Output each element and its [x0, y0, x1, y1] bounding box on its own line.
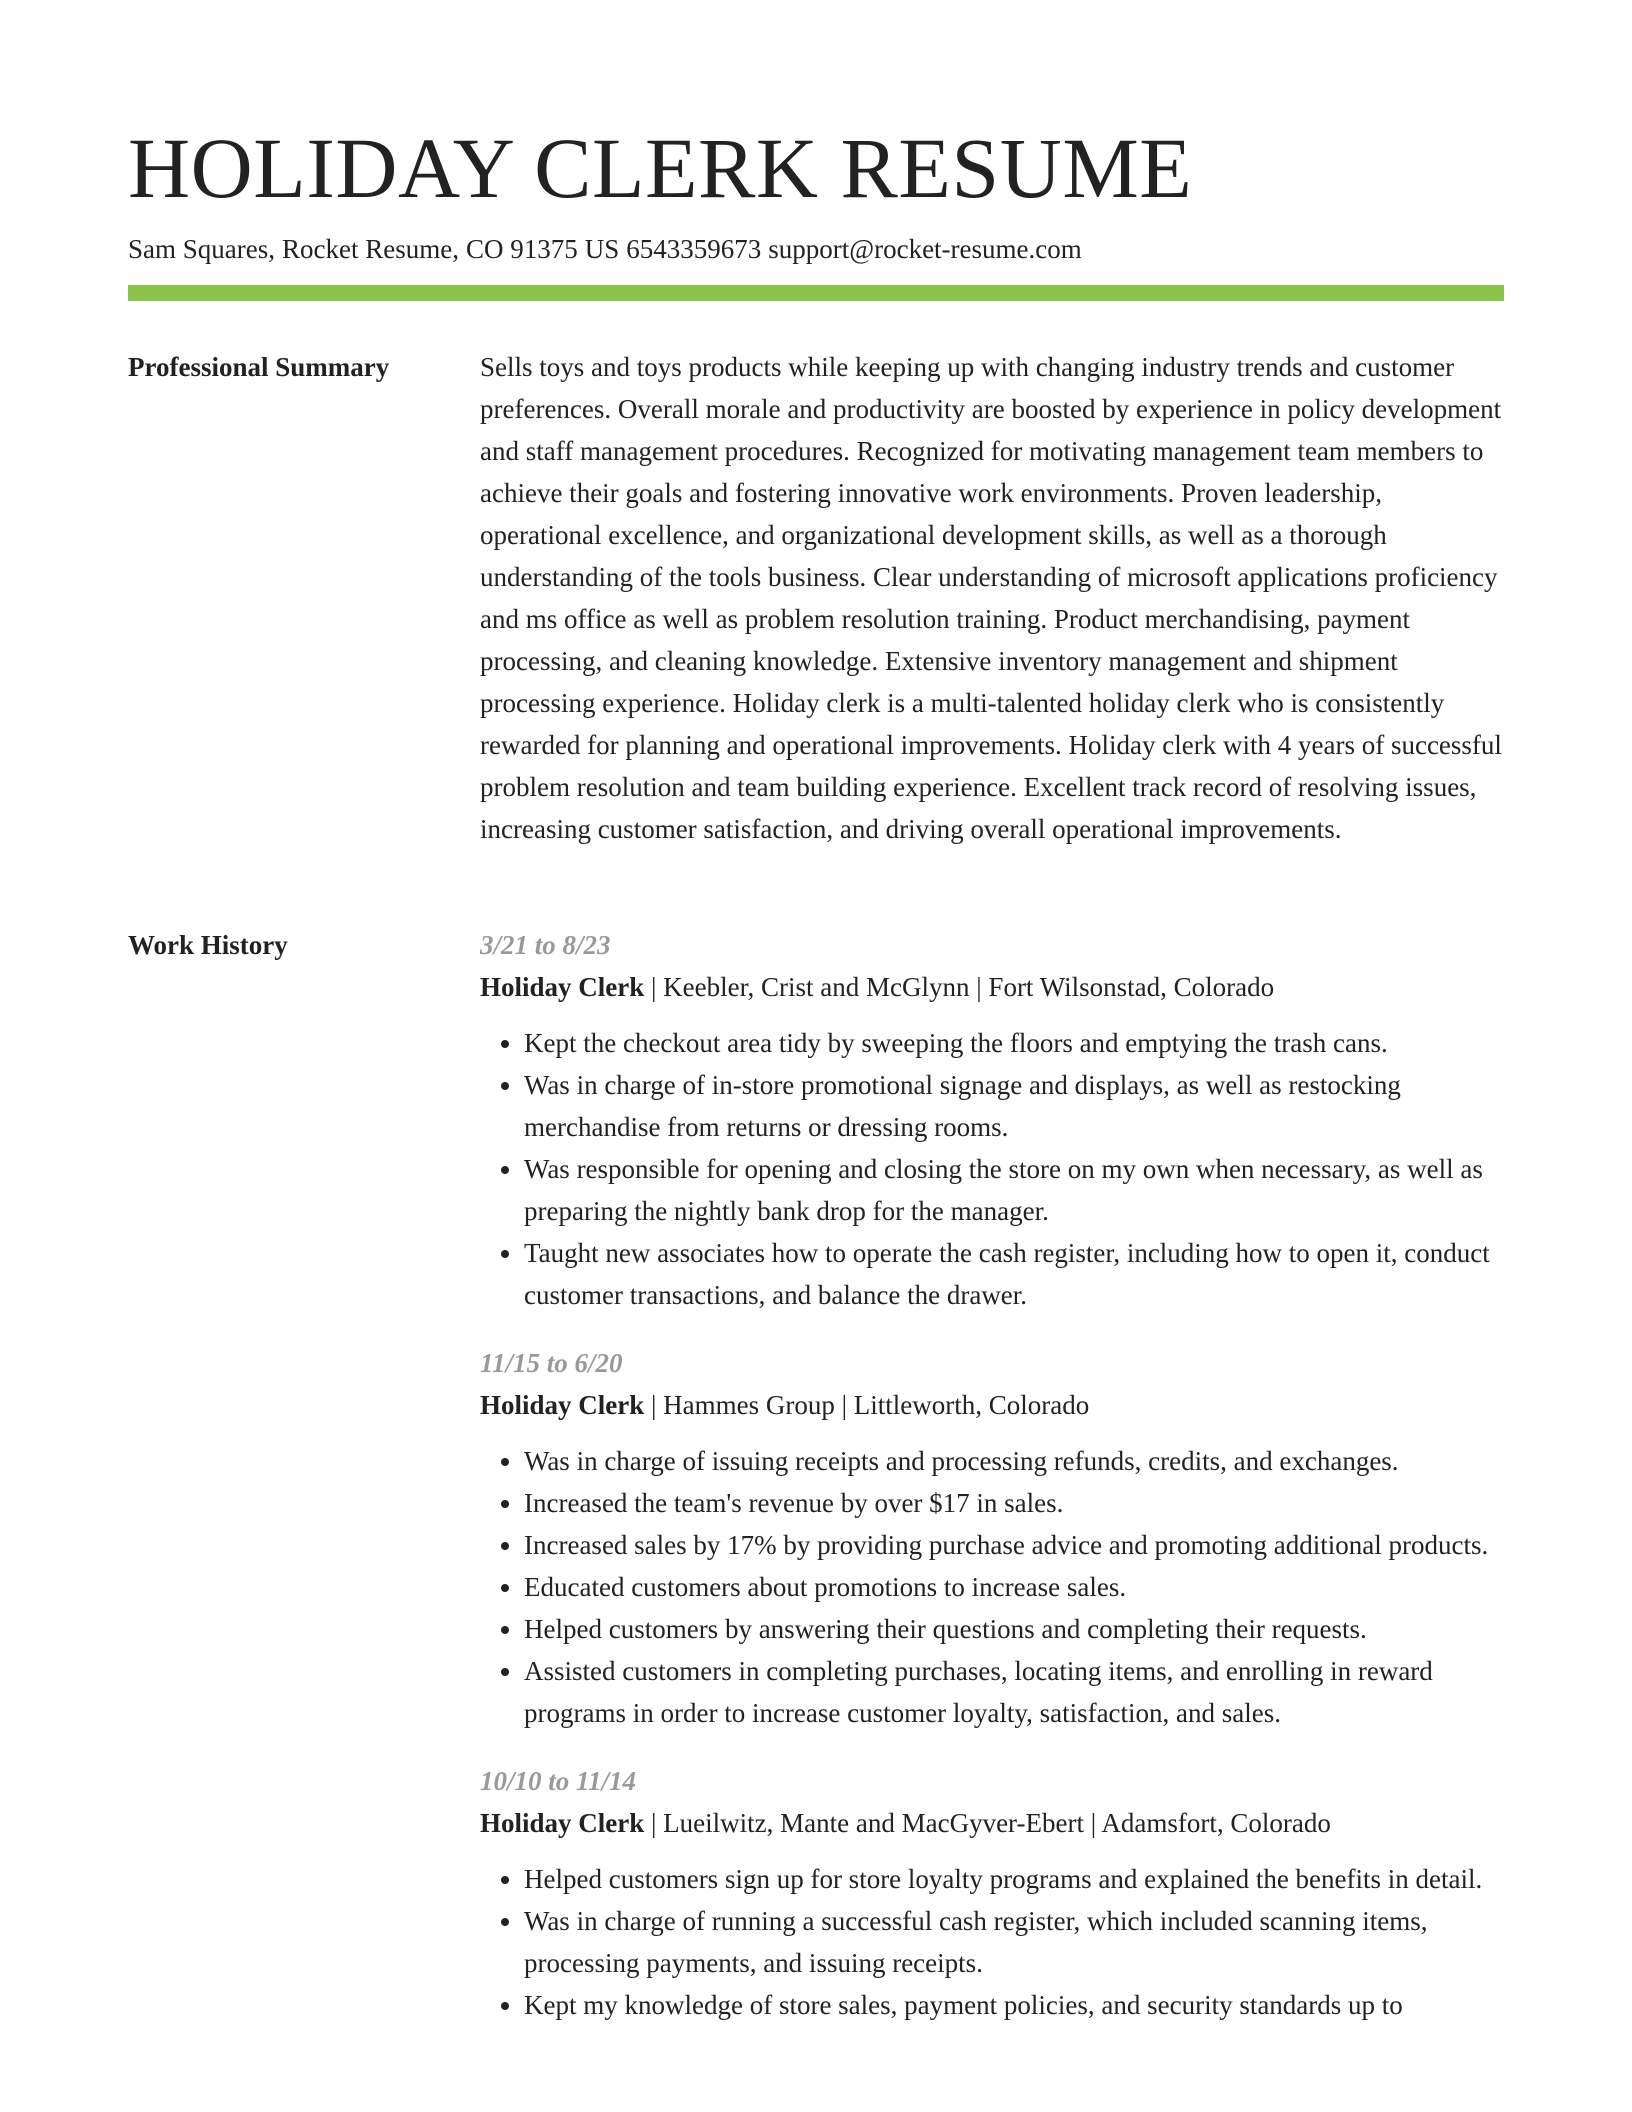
list-item: • Educated customers about promotions to increase sales.: [524, 1566, 1504, 1608]
job-bullets: [480, 1858, 1504, 2026]
list-item: • Was in charge of issuing receipts and processing refunds, credits, and exchanges.: [524, 1440, 1504, 1482]
summary-body: [480, 346, 1504, 850]
job-title-line: [480, 966, 1504, 1008]
list-item: • Was responsible for opening and closing the store on my own when necessary, as well as preparing the nightly bank drop for the manager.: [524, 1148, 1504, 1232]
contact-company: Rocket Resume,: [281, 234, 459, 264]
contact-line: [128, 230, 1089, 268]
contact-country: US: [584, 234, 620, 264]
list-item: • Kept my knowledge of store sales, payment policies, and security standards up to: [524, 1984, 1504, 2026]
job-details: | Lueilwitz, Mante and MacGyver-Ebert | Adamsfort, Colorado: [644, 1808, 1331, 1838]
section-label-work: Work History: [128, 930, 288, 960]
job-details: | Keebler, Crist and McGlynn | Fort Wilsonstad, Colorado: [644, 972, 1275, 1002]
job-dates: 3/21 to 8/23: [480, 930, 611, 960]
list-item: • Increased sales by 17% by providing purchase advice and promoting additional products.: [524, 1524, 1504, 1566]
list-item: • Helped customers sign up for store loyalty programs and explained the benefits in detail.: [524, 1858, 1504, 1900]
resume-title: HOLIDAY CLERK RESUME: [128, 120, 1193, 216]
list-item: • Kept the checkout area tidy by sweeping the floors and emptying the trash cans.: [524, 1022, 1504, 1064]
list-item: • Increased the team's revenue by over $17 in sales.: [524, 1482, 1504, 1524]
summary-text: Sells toys and toys products while keeping up with changing industry trends and customer preferences. Overall morale and productivity are boosted by experience in policy development and staff management procedures. Recognized for motivating management team members to achieve their goals and fostering innovative work environments. Proven leadership, operational excellence, and organizational development skills, as well as a thorough understanding of the tools business. Clear understanding of microsoft applications proficiency and ms office as well as problem resolution training. Product merchandising, payment processing, and cleaning knowledge. Extensive inventory management and shipment processing experience. Holiday clerk is a multi-talented holiday clerk who is consistently rewarded for planning and operational improvements. Holiday clerk with 4 years of successful problem resolution and team building experience. Excellent track record of resolving issues, increasing customer satisfaction, and driving overall operational improvements.: [480, 352, 1502, 844]
job-entry: [480, 1760, 1504, 2026]
list-item: • Assisted customers in completing purchases, locating items, and enrolling in reward programs in order to increase customer loyalty, satisfaction, and sales.: [524, 1650, 1504, 1734]
job-title-line: [480, 1802, 1504, 1844]
job-title: Holiday Clerk: [480, 1808, 645, 1838]
contact-name: Sam Squares,: [128, 234, 275, 264]
section-label-summary: Professional Summary: [128, 352, 390, 382]
work-body: [480, 924, 1504, 2052]
job-entry: [480, 1342, 1504, 1734]
job-dates: 10/10 to 11/14: [480, 1766, 637, 1796]
job-title: Holiday Clerk: [480, 972, 645, 1002]
list-item: • Was in charge of in-store promotional signage and displays, as well as restocking merchandise from returns or dressing rooms.: [524, 1064, 1504, 1148]
contact-state-zip: CO 91375: [465, 234, 578, 264]
contact-phone: 6543359673: [626, 234, 762, 264]
job-title: Holiday Clerk: [480, 1390, 645, 1420]
job-bullets: [480, 1440, 1504, 1734]
job-bullets: [480, 1022, 1504, 1316]
job-details: | Hammes Group | Littleworth, Colorado: [644, 1390, 1090, 1420]
list-item: • Was in charge of running a successful cash register, which included scanning items, processing payments, and issuing receipts.: [524, 1900, 1504, 1984]
list-item: • Taught new associates how to operate the cash register, including how to open it, conduct customer transactions, and balance the drawer.: [524, 1232, 1504, 1316]
job-title-line: [480, 1384, 1504, 1426]
accent-divider: [128, 285, 1504, 301]
job-dates: 11/15 to 6/20: [480, 1348, 623, 1378]
contact-email: support@rocket-resume.com: [768, 234, 1082, 264]
list-item: • Helped customers by answering their questions and completing their requests.: [524, 1608, 1504, 1650]
job-entry: [480, 924, 1504, 1316]
